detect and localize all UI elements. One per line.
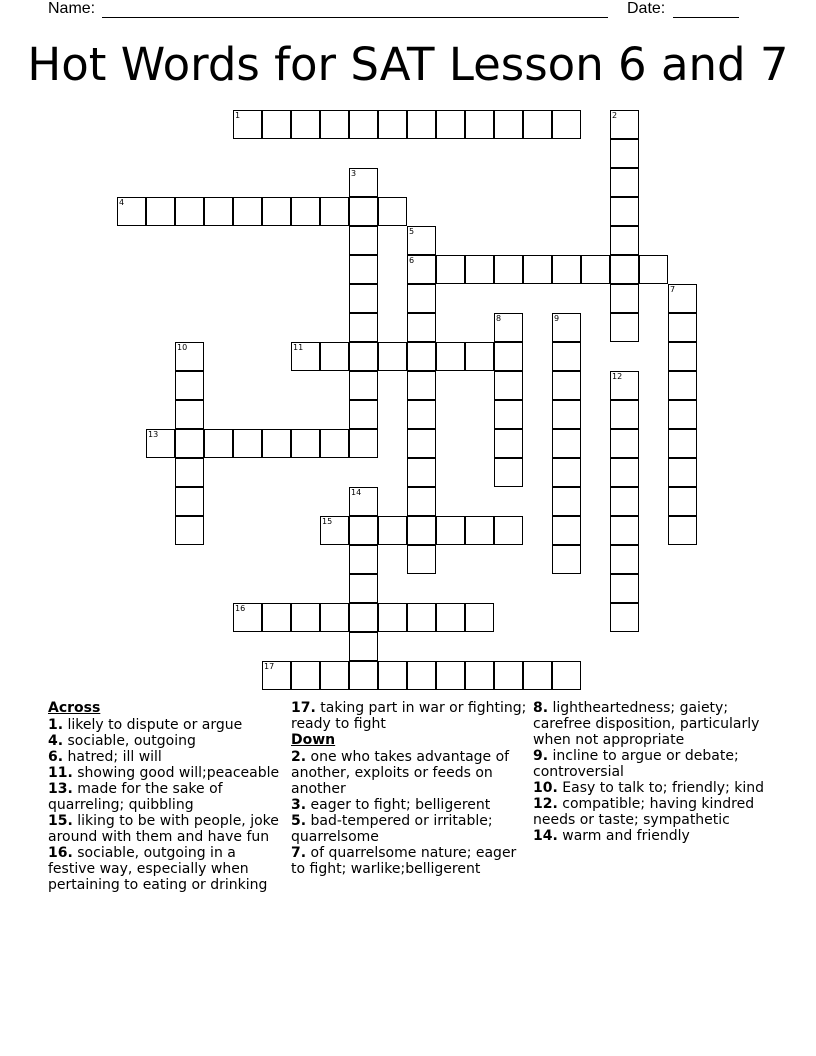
- crossword-cell[interactable]: [610, 458, 639, 487]
- crossword-cell[interactable]: [494, 458, 523, 487]
- crossword-cell[interactable]: [320, 516, 349, 545]
- clue-number: 12.: [533, 796, 558, 812]
- clue-text: eager to fight; belligerent: [306, 797, 491, 813]
- crossword-cell[interactable]: [378, 342, 407, 371]
- crossword-cell[interactable]: [465, 603, 494, 632]
- clue-text: one who takes advantage of another, exploits or feeds on another: [291, 749, 510, 797]
- crossword-cell[interactable]: [349, 255, 378, 284]
- crossword-cell[interactable]: [378, 516, 407, 545]
- crossword-cell[interactable]: [552, 313, 581, 342]
- down-clue-list-continued: [533, 700, 769, 844]
- clue-item: [533, 780, 769, 796]
- crossword-cell[interactable]: [291, 342, 320, 371]
- crossword-cell[interactable]: [320, 342, 349, 371]
- crossword-cell[interactable]: [349, 110, 378, 139]
- name-label: Name:: [48, 0, 96, 17]
- clue-text: sociable, outgoing: [63, 733, 196, 749]
- crossword-cell[interactable]: [552, 661, 581, 690]
- crossword-cell[interactable]: [175, 371, 204, 400]
- clue-text: warm and friendly: [557, 828, 690, 844]
- clue-item: [291, 700, 527, 732]
- crossword-cell[interactable]: [407, 255, 436, 284]
- crossword-cell[interactable]: [175, 516, 204, 545]
- clue-number: 13.: [48, 781, 73, 797]
- crossword-cell[interactable]: [349, 661, 378, 690]
- clue-number: 8: [496, 314, 502, 323]
- crossword-cell[interactable]: [465, 255, 494, 284]
- crossword-cell[interactable]: [523, 110, 552, 139]
- clue-number: 4: [119, 198, 125, 207]
- clue-text: lightheartedness; gaiety; carefree disposition, particularly when not appropriate: [533, 700, 760, 748]
- crossword-cell[interactable]: [175, 197, 204, 226]
- crossword-cell[interactable]: [552, 458, 581, 487]
- clue-text: Easy to talk to; friendly; kind: [557, 780, 765, 796]
- crossword-cell[interactable]: [610, 545, 639, 574]
- clue-number: 5: [409, 227, 415, 236]
- crossword-cell[interactable]: [465, 516, 494, 545]
- crossword-cell[interactable]: [610, 516, 639, 545]
- crossword-cell[interactable]: [668, 487, 697, 516]
- clue-text: incline to argue or debate; controversial: [533, 748, 739, 780]
- clue-item: [48, 765, 284, 781]
- crossword-cell[interactable]: [378, 661, 407, 690]
- crossword-cell[interactable]: [668, 342, 697, 371]
- across-heading: Across: [48, 700, 101, 716]
- crossword-cell[interactable]: [349, 168, 378, 197]
- clue-text: hatred; ill will: [63, 749, 162, 765]
- crossword-cell[interactable]: [610, 139, 639, 168]
- crossword-cell[interactable]: [175, 400, 204, 429]
- crossword-cell[interactable]: [494, 313, 523, 342]
- crossword-cell[interactable]: [465, 661, 494, 690]
- clues-column-1: [48, 700, 284, 893]
- clue-number: 10: [177, 343, 188, 352]
- clue-item: [291, 845, 527, 877]
- clue-item: [533, 828, 769, 844]
- crossword-cell[interactable]: [407, 371, 436, 400]
- clue-item: [48, 733, 284, 749]
- crossword-cell[interactable]: [262, 661, 291, 690]
- date-label: Date:: [627, 0, 666, 17]
- crossword-cell[interactable]: [233, 603, 262, 632]
- crossword-cell[interactable]: [494, 516, 523, 545]
- across-clue-list-continued: [291, 700, 527, 732]
- clue-text: taking part in war or fighting; ready to fight: [291, 700, 527, 732]
- crossword-cell[interactable]: [407, 284, 436, 313]
- crossword-cell[interactable]: [610, 313, 639, 342]
- crossword-cell[interactable]: [610, 371, 639, 400]
- clue-number: 9: [554, 314, 560, 323]
- crossword-cell[interactable]: [175, 487, 204, 516]
- clue-number: 17: [264, 662, 275, 671]
- clue-number: 7.: [291, 845, 307, 861]
- crossword-cell[interactable]: [523, 255, 552, 284]
- crossword-cell[interactable]: [349, 226, 378, 255]
- crossword-cell[interactable]: [552, 255, 581, 284]
- clue-number: 3: [351, 169, 357, 178]
- down-clue-list: [291, 749, 527, 877]
- crossword-cell[interactable]: [407, 545, 436, 574]
- crossword-cell[interactable]: [668, 284, 697, 313]
- crossword-cell[interactable]: [349, 574, 378, 603]
- crossword-cell[interactable]: [262, 110, 291, 139]
- crossword-cell[interactable]: [668, 458, 697, 487]
- crossword-cell[interactable]: [436, 342, 465, 371]
- clue-number: 2: [612, 111, 618, 120]
- clue-item: [48, 717, 284, 733]
- clue-text: likely to dispute or argue: [63, 717, 243, 733]
- clue-text: of quarrelsome nature; eager to fight; warlike;belligerent: [291, 845, 517, 877]
- crossword-cell[interactable]: [668, 400, 697, 429]
- crossword-cell[interactable]: [233, 110, 262, 139]
- crossword-cell[interactable]: [407, 516, 436, 545]
- clue-number: 6: [409, 256, 415, 265]
- clue-number: 1: [235, 111, 241, 120]
- crossword-cell[interactable]: [552, 429, 581, 458]
- crossword-cell[interactable]: [436, 603, 465, 632]
- clue-number: 13: [148, 430, 159, 439]
- crossword-cell[interactable]: [668, 313, 697, 342]
- crossword-cell[interactable]: [291, 110, 320, 139]
- down-heading: Down: [291, 732, 336, 748]
- crossword-cell[interactable]: [610, 168, 639, 197]
- across-clue-list: [48, 717, 284, 893]
- clues-column-2: [291, 700, 527, 877]
- crossword-cell[interactable]: [320, 603, 349, 632]
- crossword-cell[interactable]: [349, 516, 378, 545]
- clue-number: 5.: [291, 813, 307, 829]
- clue-number: 14.: [533, 828, 558, 844]
- clue-item: [533, 796, 769, 828]
- crossword-cell[interactable]: [291, 603, 320, 632]
- crossword-cell[interactable]: [610, 429, 639, 458]
- crossword-cell[interactable]: [349, 197, 378, 226]
- crossword-cell[interactable]: [610, 197, 639, 226]
- crossword-cell[interactable]: [610, 226, 639, 255]
- clue-number: 15: [322, 517, 333, 526]
- crossword-cell[interactable]: [146, 197, 175, 226]
- crossword-cell[interactable]: [175, 429, 204, 458]
- crossword-cell[interactable]: [291, 429, 320, 458]
- clue-number: 14: [351, 488, 362, 497]
- clue-number: 4.: [48, 733, 64, 749]
- crossword-cell[interactable]: [610, 603, 639, 632]
- clue-item: [48, 845, 284, 893]
- crossword-cell[interactable]: [552, 400, 581, 429]
- crossword-cell[interactable]: [407, 226, 436, 255]
- crossword-cell[interactable]: [552, 516, 581, 545]
- crossword-cell[interactable]: [407, 661, 436, 690]
- crossword-cell[interactable]: [378, 197, 407, 226]
- crossword-cell[interactable]: [349, 603, 378, 632]
- crossword-cell[interactable]: [320, 197, 349, 226]
- crossword-cell[interactable]: [494, 661, 523, 690]
- crossword-cell[interactable]: [494, 342, 523, 371]
- clue-number: 9.: [533, 748, 549, 764]
- clue-item: [48, 749, 284, 765]
- crossword-cell[interactable]: [320, 429, 349, 458]
- crossword-cell[interactable]: [610, 400, 639, 429]
- crossword-cell[interactable]: [436, 110, 465, 139]
- clues-column-3: [533, 700, 769, 844]
- crossword-cell[interactable]: [204, 429, 233, 458]
- clue-text: compatible; having kindred needs or taste; sympathetic: [533, 796, 755, 828]
- clue-item: [291, 813, 527, 845]
- crossword-cell[interactable]: [465, 342, 494, 371]
- crossword-cell[interactable]: [291, 661, 320, 690]
- crossword-cell[interactable]: [494, 255, 523, 284]
- crossword-cell[interactable]: [494, 429, 523, 458]
- clue-number: 11: [293, 343, 304, 352]
- crossword-cell[interactable]: [204, 197, 233, 226]
- clue-number: 16: [235, 604, 246, 613]
- clue-number: 16.: [48, 845, 73, 861]
- crossword-cell[interactable]: [610, 284, 639, 313]
- crossword-cell[interactable]: [233, 197, 262, 226]
- clue-number: 12: [612, 372, 623, 381]
- crossword-cell[interactable]: [668, 516, 697, 545]
- crossword-cell[interactable]: [291, 197, 320, 226]
- crossword-cell[interactable]: [523, 661, 552, 690]
- crossword-cell[interactable]: [494, 400, 523, 429]
- date-blank-line[interactable]: [673, 17, 739, 18]
- crossword-cell[interactable]: [407, 400, 436, 429]
- crossword-cell[interactable]: [262, 197, 291, 226]
- crossword-cell[interactable]: [349, 400, 378, 429]
- clue-text: liking to be with people, joke around with them and have fun: [48, 813, 279, 845]
- crossword-cell[interactable]: [320, 110, 349, 139]
- crossword-cell[interactable]: [552, 545, 581, 574]
- crossword-cell[interactable]: [233, 429, 262, 458]
- crossword-cell[interactable]: [581, 255, 610, 284]
- crossword-cell[interactable]: [407, 458, 436, 487]
- name-blank-line[interactable]: [102, 17, 608, 18]
- clue-number: 1.: [48, 717, 64, 733]
- crossword-cell[interactable]: [610, 574, 639, 603]
- crossword-cell[interactable]: [349, 545, 378, 574]
- clue-item: [291, 749, 527, 797]
- crossword-cell[interactable]: [639, 255, 668, 284]
- crossword-cell[interactable]: [262, 603, 291, 632]
- crossword-cell[interactable]: [668, 429, 697, 458]
- crossword-cell[interactable]: [117, 197, 146, 226]
- crossword-cell[interactable]: [436, 661, 465, 690]
- crossword-cell[interactable]: [407, 110, 436, 139]
- clue-item: [291, 797, 527, 813]
- crossword-cell[interactable]: [320, 661, 349, 690]
- crossword-cell[interactable]: [349, 632, 378, 661]
- clue-text: made for the sake of quarreling; quibbling: [48, 781, 223, 813]
- crossword-cell[interactable]: [378, 110, 407, 139]
- clue-number: 15.: [48, 813, 73, 829]
- puzzle-title: Hot Words for SAT Lesson 6 and 7: [27, 38, 789, 91]
- crossword-cell[interactable]: [349, 284, 378, 313]
- clue-item: [48, 813, 284, 845]
- crossword-cell[interactable]: [610, 487, 639, 516]
- crossword-cell[interactable]: [436, 516, 465, 545]
- crossword-cell[interactable]: [407, 342, 436, 371]
- clue-number: 17.: [291, 700, 316, 716]
- crossword-cell[interactable]: [175, 342, 204, 371]
- crossword-cell[interactable]: [494, 110, 523, 139]
- crossword-cell[interactable]: [552, 110, 581, 139]
- crossword-cell[interactable]: [494, 371, 523, 400]
- crossword-cell[interactable]: [610, 110, 639, 139]
- crossword-cell[interactable]: [407, 603, 436, 632]
- crossword-cell[interactable]: [349, 487, 378, 516]
- clue-number: 7: [670, 285, 676, 294]
- clue-text: showing good will;peaceable: [72, 765, 280, 781]
- crossword-cell[interactable]: [378, 603, 407, 632]
- crossword-cell[interactable]: [610, 255, 639, 284]
- crossword-cell[interactable]: [552, 342, 581, 371]
- crossword-cell[interactable]: [465, 110, 494, 139]
- crossword-cell[interactable]: [349, 342, 378, 371]
- crossword-cell[interactable]: [349, 313, 378, 342]
- crossword-cell[interactable]: [552, 371, 581, 400]
- crossword-cell[interactable]: [175, 458, 204, 487]
- clue-number: 2.: [291, 749, 307, 765]
- clue-text: bad-tempered or irritable; quarrelsome: [291, 813, 493, 845]
- crossword-cell[interactable]: [668, 371, 697, 400]
- crossword-cell[interactable]: [552, 487, 581, 516]
- crossword-cell[interactable]: [436, 255, 465, 284]
- crossword-cell[interactable]: [349, 371, 378, 400]
- crossword-cell[interactable]: [349, 429, 378, 458]
- clue-number: 6.: [48, 749, 64, 765]
- clue-item: [48, 781, 284, 813]
- clue-item: [533, 700, 769, 748]
- clue-number: 11.: [48, 765, 73, 781]
- crossword-cell[interactable]: [407, 429, 436, 458]
- crossword-cell[interactable]: [407, 313, 436, 342]
- clue-text: sociable, outgoing in a festive way, especially when pertaining to eating or drinking: [48, 845, 268, 893]
- clue-number: 8.: [533, 700, 549, 716]
- crossword-cell[interactable]: [407, 487, 436, 516]
- crossword-cell[interactable]: [146, 429, 175, 458]
- crossword-cell[interactable]: [262, 429, 291, 458]
- clue-number: 10.: [533, 780, 558, 796]
- clue-number: 3.: [291, 797, 307, 813]
- clue-item: [533, 748, 769, 780]
